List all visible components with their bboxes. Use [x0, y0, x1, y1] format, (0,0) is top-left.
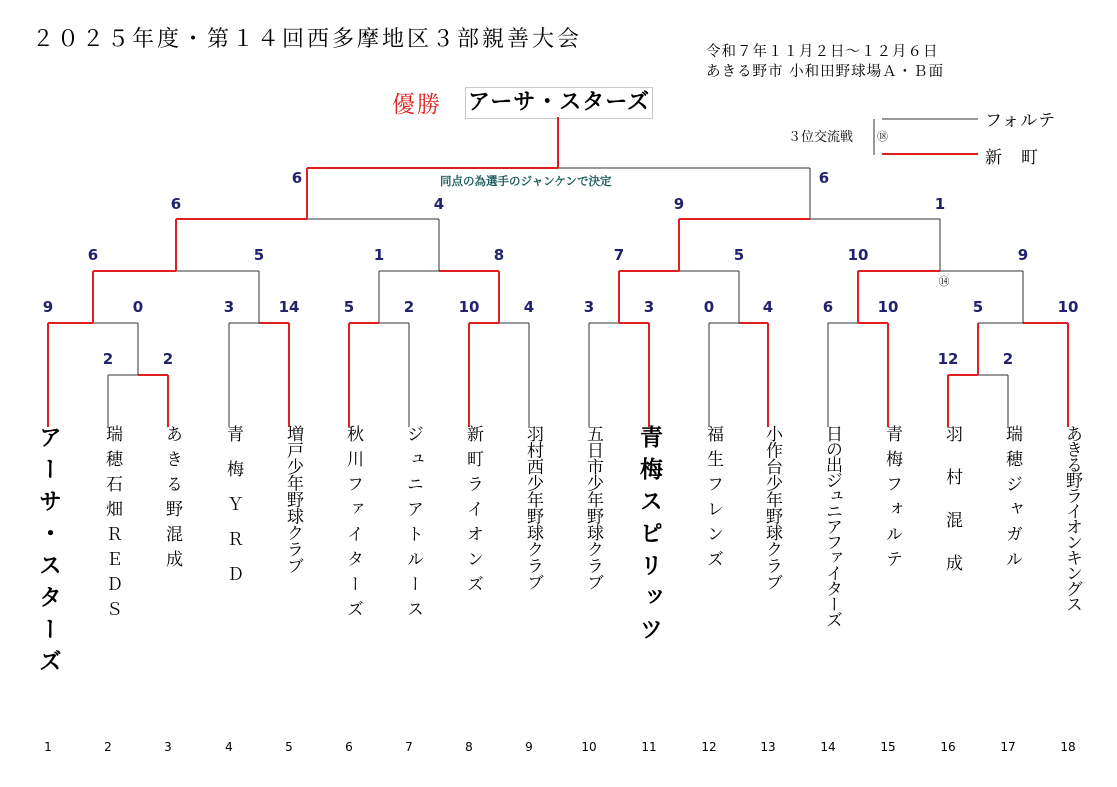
team-seed-number: 11: [641, 740, 657, 754]
team-name: 増戸少年野球クラブ: [283, 425, 303, 574]
third-place-game-number: ⑱: [877, 130, 888, 143]
team-name: 青梅スピリッツ: [636, 425, 662, 649]
score-round2: 1: [373, 246, 385, 264]
score-prelim: 2: [162, 350, 174, 368]
team-name: ジュニアトルース: [403, 425, 423, 625]
team-name: 羽村混成: [942, 425, 962, 597]
score-round1: 5: [972, 298, 984, 316]
score-round1: 0: [132, 298, 144, 316]
team-name: 羽村西少年野球クラブ: [523, 425, 543, 590]
third-place-team-bottom: 新 町: [985, 148, 1039, 168]
team-seed-number: 8: [465, 740, 473, 754]
team-seed-number: 4: [225, 740, 233, 754]
team-name: アーサ・スターズ: [35, 425, 61, 681]
score-quarterfinal: 1: [934, 195, 946, 213]
score-quarterfinal: 9: [673, 195, 685, 213]
score-round1: 10: [458, 298, 480, 316]
score-round1: 14: [278, 298, 300, 316]
score-round1: 5: [343, 298, 355, 316]
score-round2: 9: [1017, 246, 1029, 264]
team-seed-number: 18: [1060, 740, 1076, 754]
score-round1: 0: [703, 298, 715, 316]
team-seed-number: 10: [581, 740, 597, 754]
team-seed-number: 9: [525, 740, 533, 754]
score-round2: 5: [733, 246, 745, 264]
team-seed-number: 6: [345, 740, 353, 754]
champion-team: アーサ・スターズ: [465, 87, 653, 119]
team-name: あきる野ライオンキングス: [1062, 425, 1082, 611]
score-prelim: 12: [937, 350, 959, 368]
champion-label: 優勝: [392, 92, 442, 118]
team-seed-number: 14: [820, 740, 836, 754]
team-seed-number: 1: [44, 740, 52, 754]
score-round2: 5: [253, 246, 265, 264]
score-prelim: 2: [102, 350, 114, 368]
tournament-dates: 令和７年１１月２日～１２月６日: [706, 44, 939, 60]
score-round2: 6: [87, 246, 99, 264]
score-round2: 7: [613, 246, 625, 264]
score-quarterfinal: 4: [433, 195, 445, 213]
team-seed-number: 17: [1000, 740, 1016, 754]
score-round1: 4: [762, 298, 774, 316]
team-name: 瑞穂石畑ＲＥＤＳ: [102, 425, 122, 625]
score-round1: 2: [403, 298, 415, 316]
score-round1: 10: [1057, 298, 1079, 316]
score-round1: 3: [223, 298, 235, 316]
score-round1: 3: [583, 298, 595, 316]
third-place-team-top: フォルテ: [985, 111, 1057, 131]
team-seed-number: 2: [104, 740, 112, 754]
team-name: 青梅ＹＲＤ: [223, 425, 243, 600]
tiebreak-note: 同点の為選手のジャンケンで決定: [440, 174, 612, 188]
third-place-label: ３位交流戦: [788, 130, 854, 145]
team-seed-number: 7: [405, 740, 413, 754]
team-seed-number: 12: [701, 740, 717, 754]
score-round1: 3: [643, 298, 655, 316]
score-round2: 10: [847, 246, 869, 264]
game-number-marker: ⑭: [938, 275, 950, 288]
team-name: 五日市少年野球クラブ: [583, 425, 603, 590]
score-round1: 6: [822, 298, 834, 316]
team-seed-number: 15: [880, 740, 896, 754]
score-round1: 10: [877, 298, 899, 316]
team-name: 秋川ファイターズ: [343, 425, 363, 625]
team-name: あきる野混成: [162, 425, 182, 575]
team-seed-number: 16: [940, 740, 956, 754]
team-seed-number: 3: [164, 740, 172, 754]
team-seed-number: 5: [285, 740, 293, 754]
score-semifinal: 6: [818, 169, 830, 187]
tournament-venue: あきる野市 小和田野球場Ａ・Ｂ面: [706, 64, 945, 80]
team-name: 新町ライオンズ: [463, 425, 483, 600]
team-name: 小作台少年野球クラブ: [762, 425, 782, 590]
tournament-title: ２０２５年度・第１４回西多摩地区３部親善大会: [32, 27, 583, 52]
score-round2: 8: [493, 246, 505, 264]
score-prelim: 2: [1002, 350, 1014, 368]
team-name: 福生フレンズ: [703, 425, 723, 575]
score-quarterfinal: 6: [170, 195, 182, 213]
team-name: 日の出ジュニアファイターズ: [822, 425, 842, 627]
team-seed-number: 13: [760, 740, 776, 754]
team-name: 青梅フォルテ: [882, 425, 902, 575]
score-round1: 4: [523, 298, 535, 316]
score-round1: 9: [42, 298, 54, 316]
team-name: 瑞穂ジャガル: [1002, 425, 1022, 575]
score-semifinal: 6: [291, 169, 303, 187]
